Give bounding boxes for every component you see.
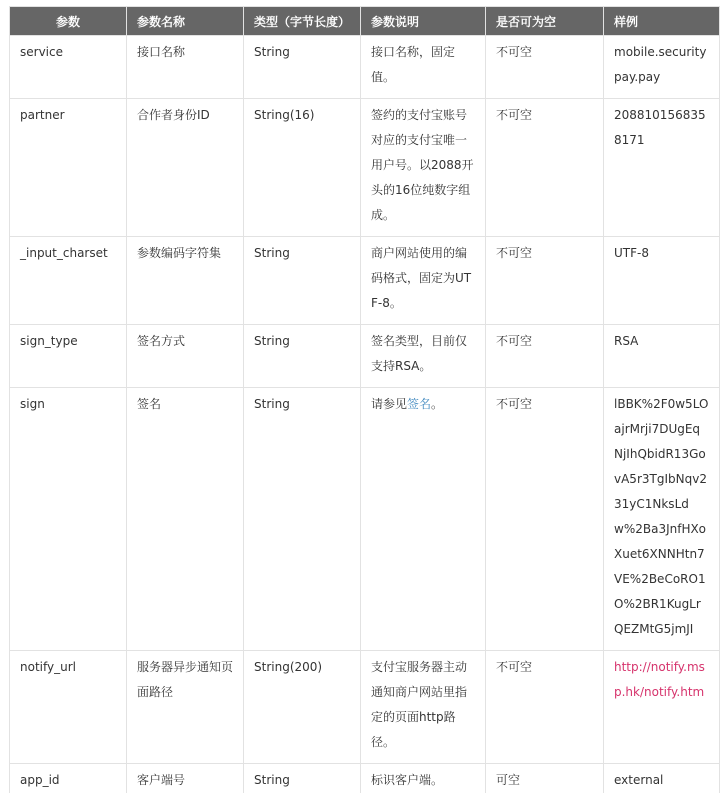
cell-example[interactable] [604, 651, 720, 764]
cell-desc: 接口名称，固定值。 [361, 36, 486, 99]
desc-suffix: 。 [431, 397, 444, 411]
cell-desc: 签约的支付宝账号对应的支付宝唯一用户号。以2088开头的16位纯数字组成。 [361, 99, 486, 237]
cell-nullable: 不可空 [486, 237, 604, 325]
cell-type: String [244, 325, 361, 388]
cell-example: lBBK%2F0w5LOajrMrji7DUgEqNjIhQbidR13GovA5r3TgIbNqv231yC1NksLdw%2Ba3JnfHXoXuet6XNNHtn7VE%2BeCoRO1O%2BR1KugLrQEZMtG5jmJI [604, 388, 720, 651]
cell-example: RSA [604, 325, 720, 388]
cell-example: 2088101568358171 [604, 99, 720, 237]
cell-name: 参数编码字符集 [127, 237, 244, 325]
cell-type: String [244, 36, 361, 99]
notify-url-link[interactable]: http://notify.msp.hk/notify.htm [614, 660, 705, 699]
table-row [10, 99, 720, 237]
cell-nullable: 不可空 [486, 325, 604, 388]
table-row [10, 237, 720, 325]
table-row [10, 36, 720, 99]
table-row [10, 764, 720, 793]
cell-type: String(16) [244, 99, 361, 237]
cell-example: mobile.securitypay.pay [604, 36, 720, 99]
cell-name: 服务器异步通知页面路径 [127, 651, 244, 764]
cell-desc: 签名类型，目前仅支持RSA。 [361, 325, 486, 388]
table-row [10, 388, 720, 651]
cell-param: partner [10, 99, 127, 237]
cell-nullable: 不可空 [486, 99, 604, 237]
cell-param: app_id [10, 764, 127, 793]
cell-desc: 商户网站使用的编码格式，固定为UTF-8。 [361, 237, 486, 325]
cell-type: String [244, 237, 361, 325]
header-type: 类型（字节长度） [244, 7, 361, 36]
cell-type: String [244, 388, 361, 651]
cell-param: service [10, 36, 127, 99]
cell-type: String [244, 764, 361, 793]
signature-link[interactable]: 签名 [407, 397, 432, 411]
table-row [10, 651, 720, 764]
cell-nullable: 可空 [486, 764, 604, 793]
cell-name: 签名 [127, 388, 244, 651]
cell-param: sign_type [10, 325, 127, 388]
cell-name: 客户端号 [127, 764, 244, 793]
cell-param: sign [10, 388, 127, 651]
parameter-table [9, 6, 720, 793]
cell-param: _input_charset [10, 237, 127, 325]
header-param: 参数 [10, 7, 127, 36]
cell-desc: 标识客户端。 [361, 764, 486, 793]
header-nullable: 是否可为空 [486, 7, 604, 36]
cell-nullable: 不可空 [486, 651, 604, 764]
cell-desc: 支付宝服务器主动通知商户网站里指定的页面http路径。 [361, 651, 486, 764]
cell-name: 接口名称 [127, 36, 244, 99]
cell-type: String(200) [244, 651, 361, 764]
cell-name: 合作者身份ID [127, 99, 244, 237]
header-desc: 参数说明 [361, 7, 486, 36]
header-example: 样例 [604, 7, 720, 36]
cell-param: notify_url [10, 651, 127, 764]
cell-nullable: 不可空 [486, 388, 604, 651]
cell-nullable: 不可空 [486, 36, 604, 99]
header-row [10, 7, 720, 36]
cell-example: UTF-8 [604, 237, 720, 325]
cell-desc [361, 388, 486, 651]
cell-name: 签名方式 [127, 325, 244, 388]
desc-prefix: 请参见 [371, 397, 408, 411]
table-row [10, 325, 720, 388]
header-name: 参数名称 [127, 7, 244, 36]
cell-example: external [604, 764, 720, 793]
